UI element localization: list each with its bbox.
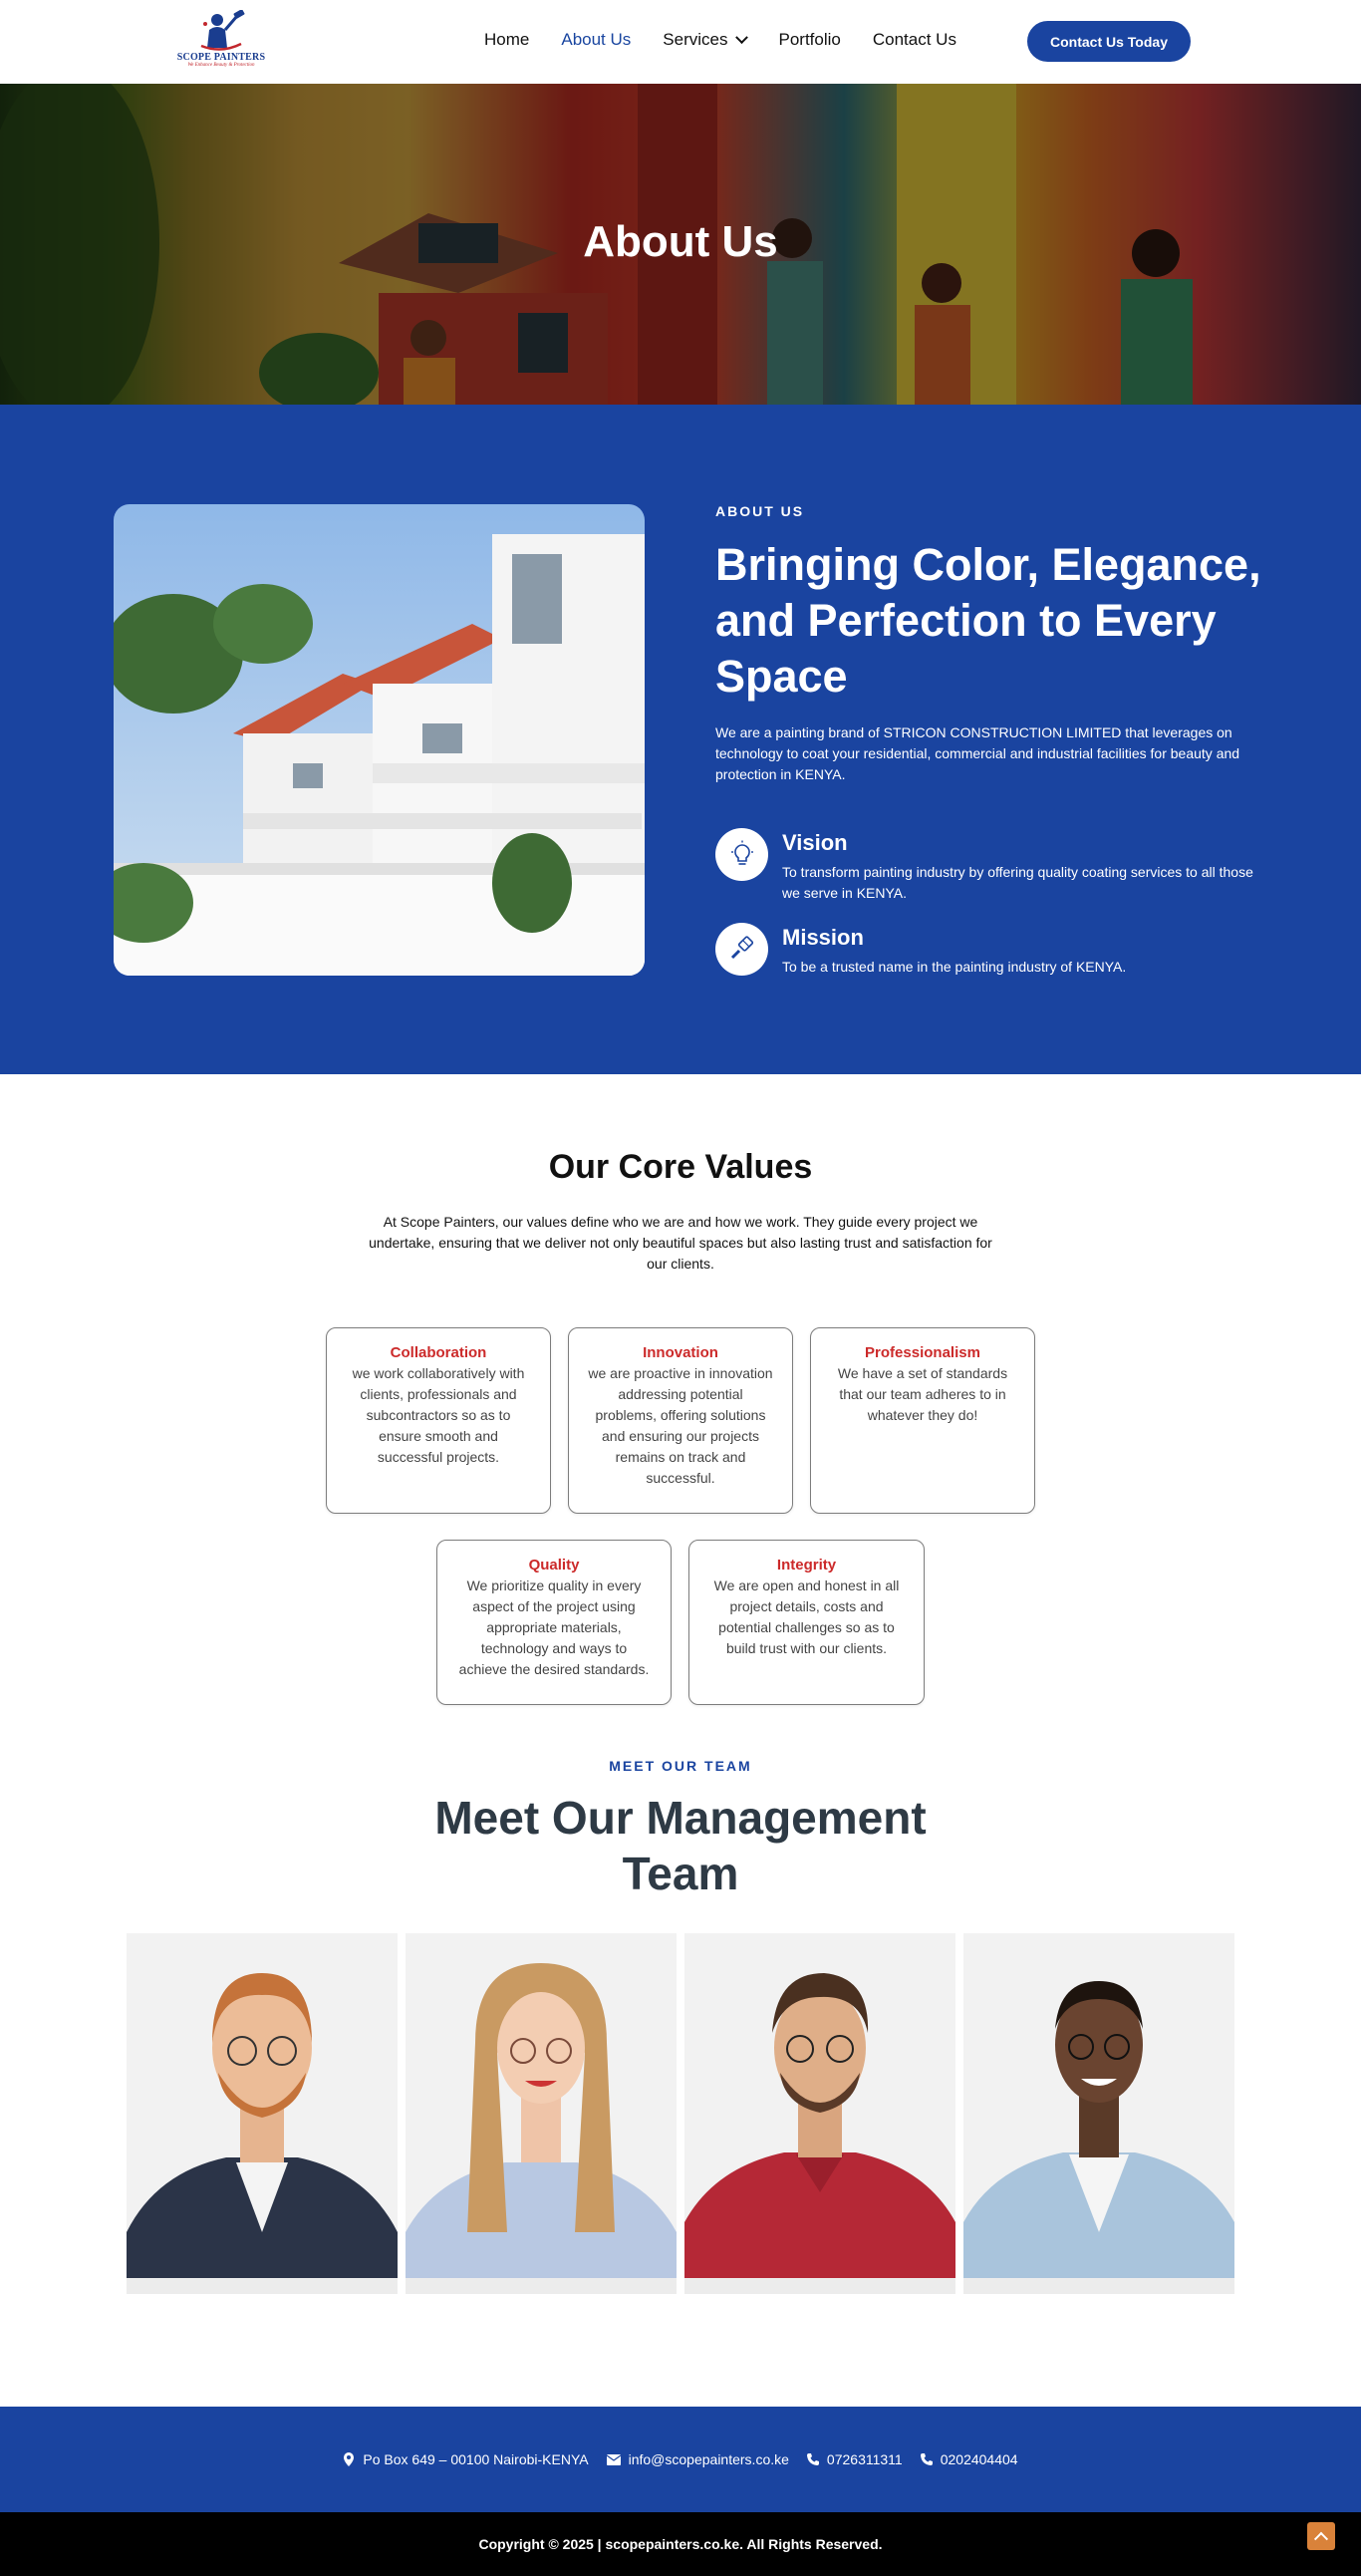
footer-email[interactable] (607, 2451, 789, 2467)
value-card-title: Quality (528, 1557, 580, 1574)
footer-address (343, 2451, 588, 2467)
email-text: info@scopepainters.co.ke (628, 2451, 789, 2467)
nav-portfolio[interactable]: Portfolio (778, 30, 841, 49)
nav-services-label: Services (663, 30, 728, 49)
core-values-section (0, 1074, 1361, 1758)
map-pin-icon (343, 2452, 355, 2466)
team-member-photo (963, 1933, 1234, 2294)
value-card-title: Professionalism (865, 1344, 980, 1361)
about-description: We are a painting brand of STRICON CONSTRUCTION LIMITED that leverages on technology to coat your residential, commercial and industrial facilities for beauty and protection in KENYA. (715, 724, 1240, 782)
value-card-text: We have a set of standards that our team adheres to in whatever they do! (837, 1365, 1008, 1423)
value-card-text: we work collaboratively with clients, professionals and subcontractors so as to ensure smooth and successful projects. (352, 1365, 525, 1465)
core-values-title: Our Core Values (548, 1148, 813, 1186)
hero-banner (0, 84, 1361, 405)
value-card-title: Collaboration (390, 1344, 487, 1361)
phone-2-text: 0202404404 (940, 2451, 1018, 2467)
value-card-quality (436, 1540, 672, 1705)
logo-tagline: We Enhance Beauty & Protection (187, 63, 255, 68)
value-card-collaboration (326, 1327, 551, 1514)
site-header (0, 0, 1361, 84)
copyright-text: Copyright © 2025 | scopepainters.co.ke. All Rights Reserved. (478, 2536, 883, 2552)
value-card-text: we are proactive in innovation addressing potential problems, offering solutions and ensuring our projects remains on track and successful. (588, 1365, 773, 1486)
phone-icon (807, 2453, 819, 2465)
value-card-professionalism (810, 1327, 1035, 1514)
chevron-up-icon (1314, 2532, 1328, 2546)
scroll-to-top-button[interactable] (1307, 2522, 1335, 2550)
value-card-text: We are open and honest in all project details, costs and potential challenges so as to build trust with our clients. (713, 1577, 900, 1656)
footer-phone-2[interactable] (921, 2451, 1018, 2467)
nav-services[interactable] (663, 30, 746, 50)
team-member-photo (406, 1933, 677, 2294)
footer-phone-1[interactable] (807, 2451, 903, 2467)
vision-text: To transform painting industry by offering quality coating services to all those we serve in KENYA. (782, 864, 1253, 901)
value-card-integrity (688, 1540, 925, 1705)
about-section (0, 405, 1361, 1074)
houses-image (114, 504, 645, 976)
logo-text: SCOPE PAINTERS (176, 52, 266, 63)
chevron-down-icon (736, 31, 749, 44)
value-card-title: Innovation (643, 1344, 718, 1361)
team-section (0, 1758, 1361, 2407)
page-title: About Us (583, 217, 778, 266)
logo[interactable] (171, 10, 271, 74)
lightbulb-icon (715, 828, 768, 881)
about-heading: Bringing Color, Elegance, and Perfection to Every Space (715, 539, 1261, 702)
vision-title: Vision (782, 830, 848, 855)
value-card-innovation (568, 1327, 793, 1514)
mission-block (715, 923, 1260, 978)
paint-brush-icon (715, 923, 768, 976)
mission-text: To be a trusted name in the painting industry of KENYA. (782, 959, 1127, 975)
nav-about-us[interactable]: About Us (561, 30, 632, 49)
core-values-intro: At Scope Painters, our values define who we are and how we work. They guide every project we undertake, ensuring that we deliver not only beautiful spaces but also lasting trust and satisfaction for our clients. (369, 1214, 992, 1272)
team-kicker: MEET OUR TEAM (609, 1758, 752, 1774)
address-text: Po Box 649 – 00100 Nairobi-KENYA (363, 2451, 589, 2467)
team-member-photo (684, 1933, 955, 2294)
envelope-icon (607, 2454, 621, 2465)
about-kicker: ABOUT US (715, 503, 805, 519)
team-member-photo (127, 1933, 398, 2294)
mission-title: Mission (782, 925, 864, 950)
nav-contact-us[interactable]: Contact Us (872, 30, 956, 49)
copyright-bar (0, 2512, 1361, 2576)
main-nav (484, 30, 988, 50)
value-card-title: Integrity (776, 1557, 837, 1574)
phone-1-text: 0726311311 (826, 2451, 903, 2467)
footer-contacts (0, 2407, 1361, 2512)
painter-logo-icon (191, 10, 251, 54)
value-card-text: We prioritize quality in every aspect of the project using appropriate materials, technology and ways to achieve the desired standards. (458, 1577, 650, 1677)
team-title: Meet Our Management Team (434, 1792, 927, 1899)
nav-home[interactable]: Home (484, 30, 530, 49)
vision-block (715, 828, 1260, 904)
phone-icon (921, 2453, 933, 2465)
contact-us-today-button[interactable]: Contact Us Today (1027, 21, 1191, 62)
